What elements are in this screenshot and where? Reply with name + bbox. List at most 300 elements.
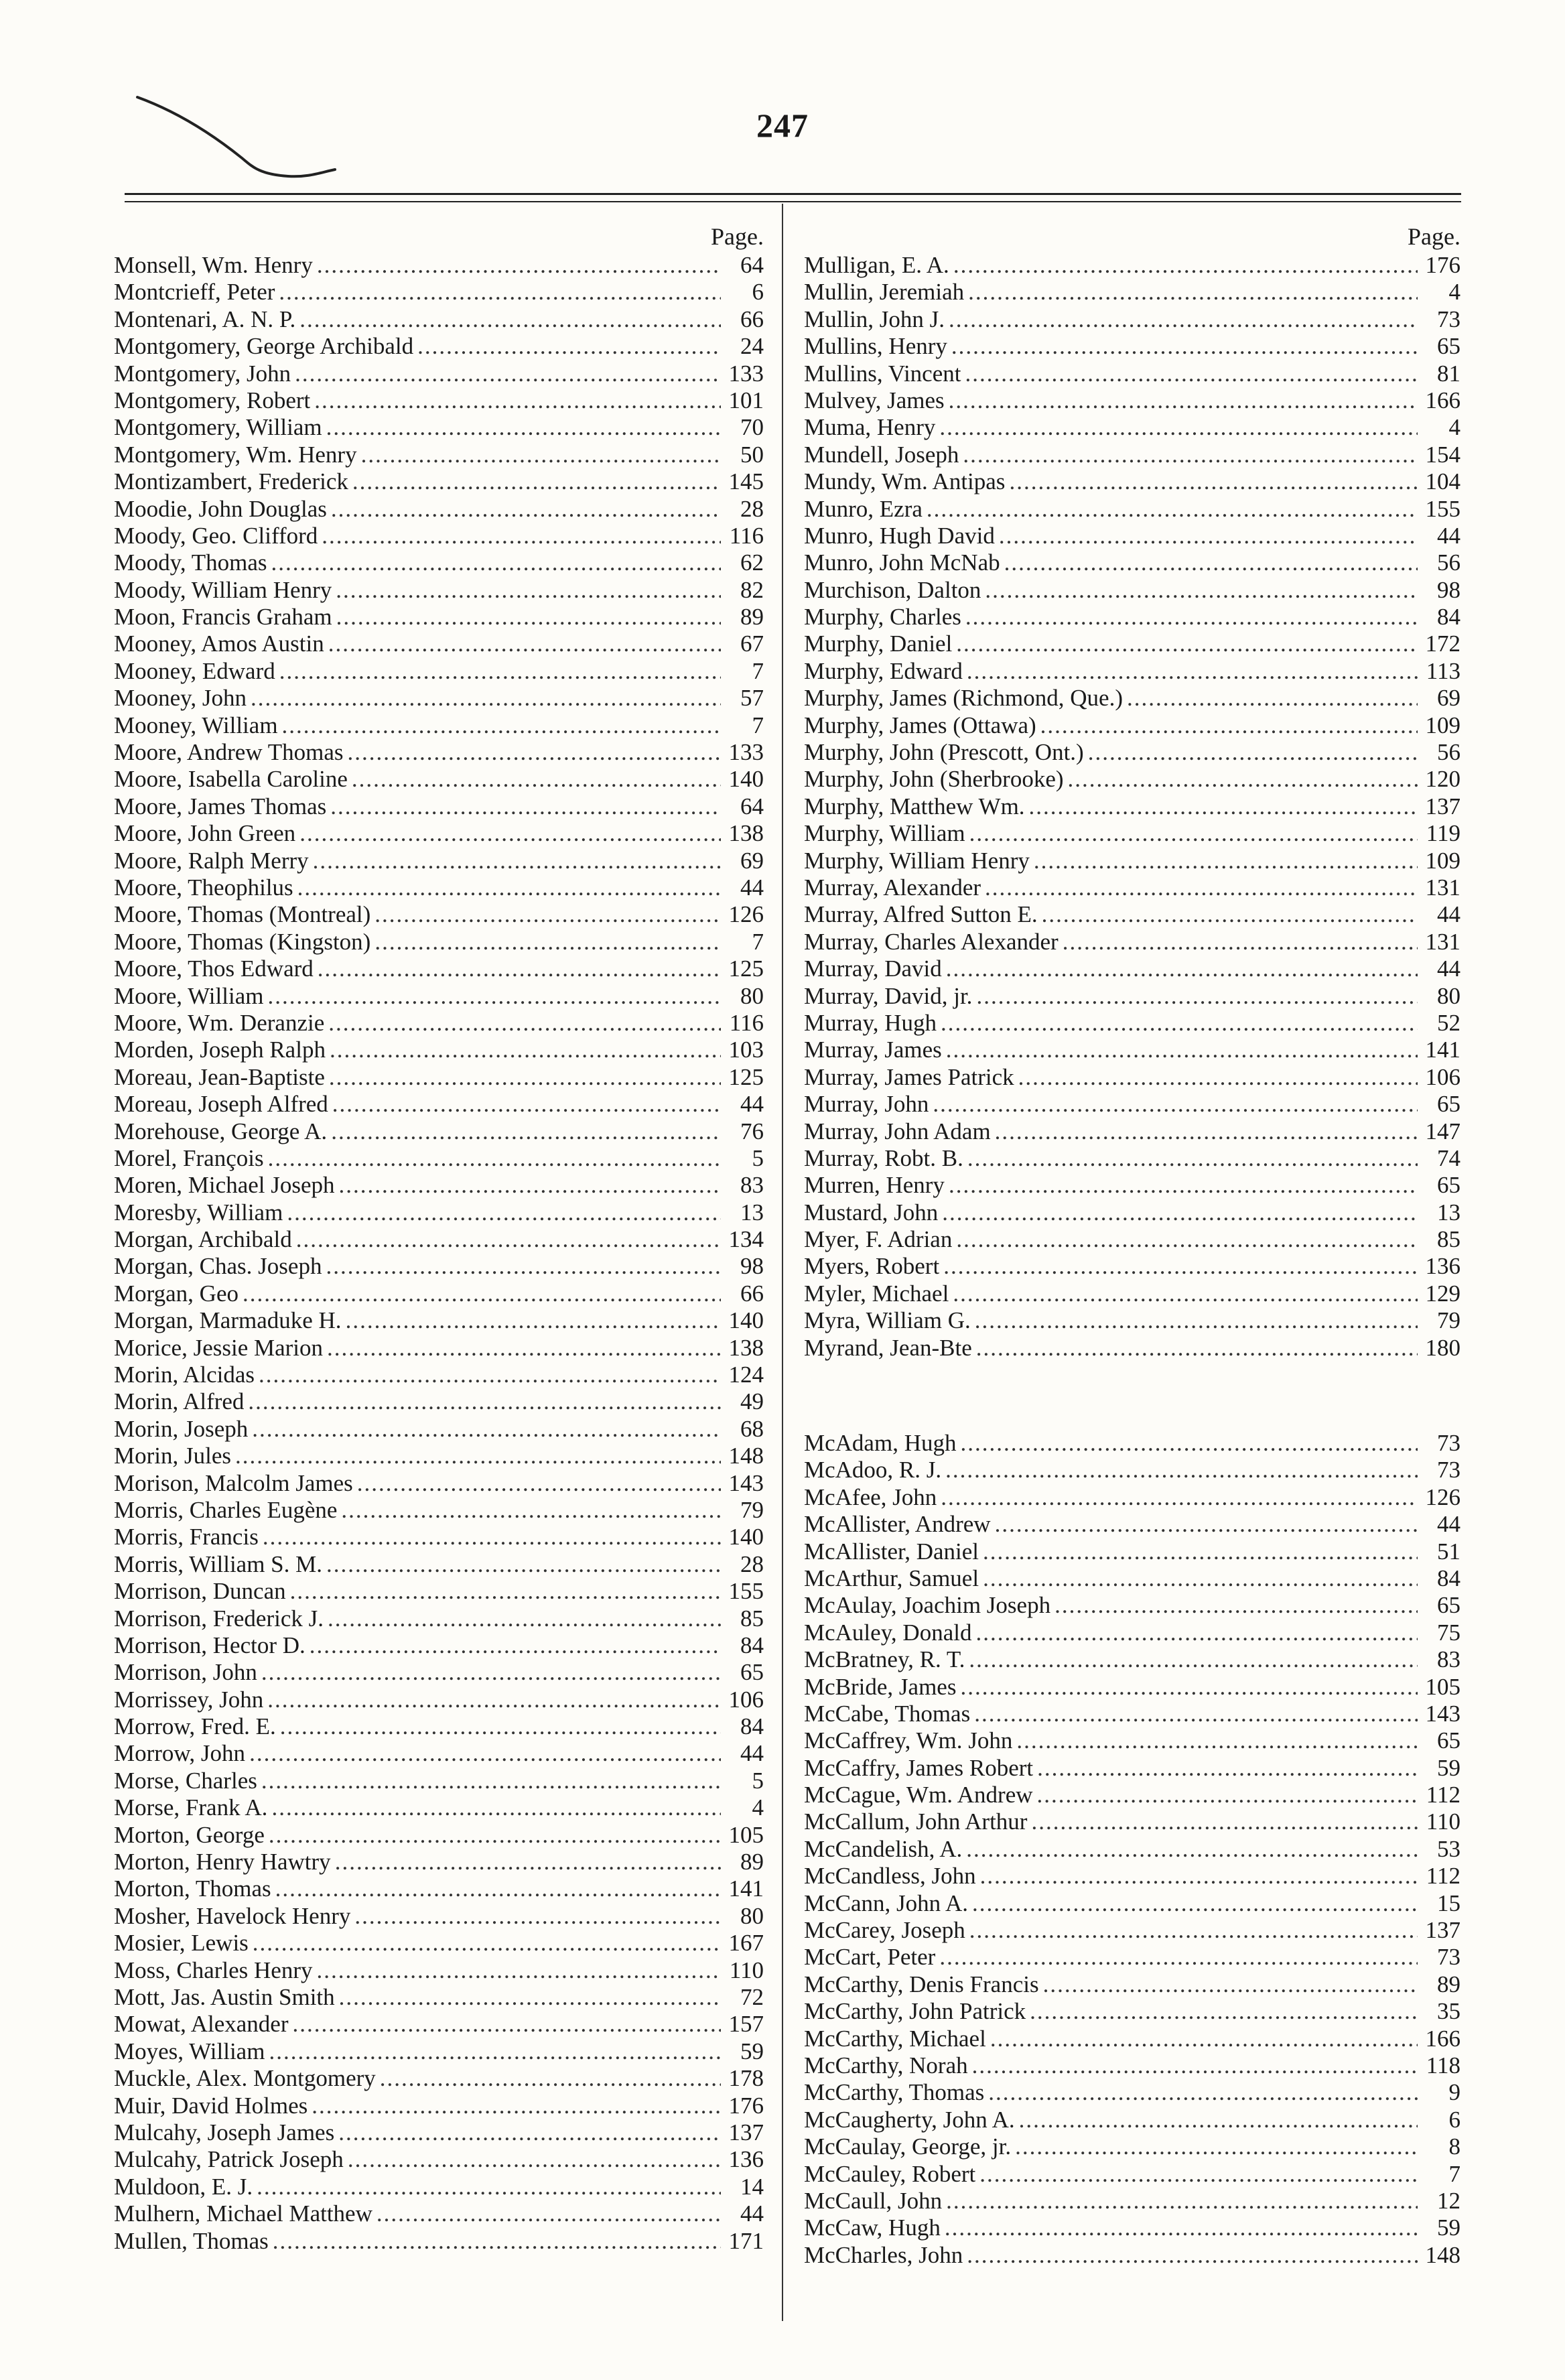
dot-leader (1016, 1727, 1418, 1754)
index-entry (804, 1701, 1460, 1727)
entry-page: 65 (1437, 1727, 1460, 1754)
entry-page: 154 (1425, 441, 1460, 468)
entry-page: 75 (1437, 1619, 1460, 1646)
dot-leader (995, 1118, 1418, 1145)
index-entry (114, 2174, 764, 2200)
dot-leader (267, 1687, 721, 1713)
index-entry (804, 604, 1460, 631)
entry-name: Mowat, Alexander (114, 2011, 289, 2038)
entry-name: Mullen, Thomas (114, 2227, 269, 2254)
entry-page: 148 (728, 1443, 764, 1469)
entry-name: Murphy, James (Ottawa) (804, 712, 1036, 738)
index-entry (804, 1565, 1460, 1592)
dot-leader (417, 333, 721, 360)
entry-name: Mott, Jas. Austin Smith (114, 1984, 335, 2010)
entry-page: 155 (1425, 495, 1460, 522)
index-entry (804, 1199, 1460, 1226)
index-entry (114, 1172, 764, 1199)
dot-leader (252, 1416, 721, 1443)
entry-name: Mooney, Amos Austin (114, 631, 324, 657)
entry-name: Moreau, Jean-Baptiste (114, 1063, 325, 1090)
entry-name: Murphy, Edward (804, 657, 963, 684)
entry-name: Moore, Thos Edward (114, 955, 314, 982)
dot-leader (1042, 901, 1418, 928)
entry-page: 104 (1425, 468, 1460, 495)
entry-name: Moon, Francis Graham (114, 604, 332, 631)
entry-name: Murray, John Adam (804, 1118, 991, 1144)
dot-leader (1063, 929, 1418, 955)
entry-page: 166 (1425, 2025, 1460, 2052)
entry-page: 138 (728, 1334, 764, 1361)
index-entry (804, 1091, 1460, 1118)
entry-page: 131 (1425, 874, 1460, 901)
entry-name: Moore, John Green (114, 820, 296, 847)
dot-leader (1031, 1808, 1418, 1835)
dot-leader (983, 1565, 1418, 1592)
dot-leader (975, 1619, 1418, 1646)
entry-name: Morris, William S. M. (114, 1550, 323, 1577)
entry-name: Murchison, Dalton (804, 576, 981, 603)
index-entry (114, 631, 764, 657)
dot-leader (335, 1849, 721, 1875)
dot-leader (279, 658, 721, 685)
dot-leader (967, 1145, 1418, 1172)
dot-leader (1034, 848, 1418, 874)
entry-page: 109 (1425, 847, 1460, 874)
entry-name: McCallum, John Arthur (804, 1808, 1028, 1835)
dot-leader (317, 1957, 722, 1984)
entry-page: 81 (1437, 360, 1460, 387)
index-entry (804, 496, 1460, 523)
index-entry (114, 2065, 764, 2092)
entry-page: 157 (728, 2011, 764, 2038)
index-entry (804, 442, 1460, 468)
dot-leader (297, 874, 721, 901)
entry-page: 124 (728, 1362, 764, 1388)
entry-name: Mulhern, Michael Matthew (114, 2200, 372, 2227)
dot-leader (299, 306, 721, 333)
entry-page: 82 (740, 576, 764, 603)
left-column (114, 221, 764, 2255)
entry-page: 85 (740, 1605, 764, 1632)
entry-name: Mullins, Vincent (804, 360, 961, 387)
index-entry (804, 1917, 1460, 1944)
entry-name: Murray, John (804, 1091, 929, 1118)
entry-page: 118 (1426, 2052, 1460, 2078)
entry-name: Moore, Thomas (Kingston) (114, 928, 371, 955)
entry-name: Morrow, Fred. E. (114, 1713, 276, 1740)
dot-leader (949, 306, 1418, 333)
entry-page: 167 (728, 1930, 764, 1957)
index-entry (114, 333, 764, 360)
entry-name: Myrand, Jean-Bte (804, 1334, 972, 1361)
entry-page: 140 (728, 1307, 764, 1334)
entry-name: Morin, Alfred (114, 1388, 245, 1415)
entry-page: 112 (1426, 1782, 1460, 1808)
dot-leader (1029, 793, 1418, 820)
dot-leader (990, 2026, 1418, 2052)
left-column-header: Page. (711, 223, 764, 250)
dot-leader (999, 523, 1418, 549)
index-entry (114, 2011, 764, 2038)
entry-name: Moore, Ralph Merry (114, 847, 309, 874)
entry-name: McAllister, Daniel (804, 1538, 979, 1565)
entry-page: 116 (729, 1009, 764, 1036)
dot-leader (945, 2214, 1418, 2241)
entry-name: Munro, John McNab (804, 549, 1000, 576)
index-entry (114, 360, 764, 387)
entry-page: 172 (1425, 631, 1460, 657)
index-entry (804, 1998, 1460, 2025)
entry-name: Mulvey, James (804, 387, 945, 413)
dot-leader (348, 2146, 721, 2173)
entry-name: Montgomery, George Archibald (114, 333, 414, 360)
index-entry (114, 252, 764, 279)
dot-leader (313, 848, 721, 874)
dot-leader (290, 1578, 721, 1605)
index-entry (114, 1605, 764, 1632)
entry-name: Moody, Thomas (114, 549, 267, 576)
right-column-header: Page. (1408, 223, 1460, 250)
header-rule-top (125, 193, 1461, 195)
entry-page: 171 (728, 2227, 764, 2254)
index-entry (114, 1822, 764, 1849)
index-entry (114, 1957, 764, 1984)
dot-leader (253, 1930, 721, 1957)
dot-leader (972, 1890, 1418, 1917)
index-entry (114, 1470, 764, 1497)
index-entry (114, 1199, 764, 1226)
entry-page: 140 (728, 1524, 764, 1550)
entry-name: Morin, Joseph (114, 1415, 249, 1442)
index-entry (114, 1984, 764, 2011)
dot-leader (1019, 2107, 1418, 2133)
entry-page: 89 (740, 604, 764, 631)
entry-name: Montgomery, John (114, 360, 291, 387)
entry-name: Muma, Henry (804, 414, 936, 441)
entry-name: Myer, F. Adrian (804, 1226, 953, 1253)
entry-page: 69 (740, 847, 764, 874)
index-entry (114, 1010, 764, 1037)
entry-page: 105 (1425, 1673, 1460, 1700)
entry-name: McAulay, Joachim Joseph (804, 1592, 1051, 1619)
index-entry (804, 1335, 1460, 1362)
entry-page: 65 (1437, 1091, 1460, 1118)
dot-leader (969, 1646, 1418, 1673)
index-entry (804, 2188, 1460, 2214)
index-entry (114, 523, 764, 549)
entry-page: 137 (1425, 793, 1460, 819)
entry-page: 143 (728, 1469, 764, 1496)
index-entry (804, 1674, 1460, 1701)
index-entry (114, 766, 764, 793)
index-entry (804, 955, 1460, 982)
entry-page: 103 (728, 1037, 764, 1063)
index-entry (804, 2079, 1460, 2106)
entry-page: 28 (740, 495, 764, 522)
entry-name: Montenari, A. N. P. (114, 306, 296, 332)
dot-leader (328, 1605, 721, 1632)
entry-page: 73 (1437, 1457, 1460, 1483)
index-entry (804, 1253, 1460, 1280)
dot-leader (249, 1740, 721, 1767)
dot-leader (988, 2079, 1418, 2106)
entry-name: Morehouse, George A. (114, 1118, 328, 1144)
index-entry (114, 577, 764, 604)
index-entry (114, 387, 764, 414)
entry-page: 4 (752, 1794, 764, 1821)
entry-name: Murphy, Charles (804, 604, 961, 631)
index-entry (804, 1457, 1460, 1483)
index-entry (114, 414, 764, 441)
dot-leader (354, 1903, 721, 1930)
dot-leader (331, 1118, 721, 1145)
entry-page: 83 (740, 1172, 764, 1199)
entry-name: Mullin, John J. (804, 306, 945, 332)
dot-leader (243, 1280, 721, 1307)
dot-leader (339, 1172, 721, 1199)
index-entry (114, 1794, 764, 1821)
index-entry (114, 1713, 764, 1740)
entry-name: Mullin, Jeremiah (804, 279, 965, 306)
entry-page: 13 (740, 1199, 764, 1226)
entry-name: Mundell, Joseph (804, 441, 959, 468)
entry-name: McAdam, Hugh (804, 1430, 957, 1457)
dot-leader (322, 523, 721, 549)
entry-page: 129 (1425, 1280, 1460, 1307)
entry-name: Mosier, Lewis (114, 1930, 249, 1957)
dot-leader (326, 1253, 721, 1280)
dot-leader (1127, 685, 1418, 712)
entry-page: 106 (1425, 1063, 1460, 1090)
entry-page: 44 (1437, 955, 1460, 982)
index-entry (804, 1430, 1460, 1457)
dot-leader (969, 1917, 1418, 1944)
dot-leader (317, 252, 721, 279)
entry-page: 57 (740, 685, 764, 712)
entry-name: McCandelish, A. (804, 1835, 963, 1862)
dot-leader (1037, 1755, 1418, 1782)
dot-leader (377, 2200, 721, 2227)
entry-name: Morse, Frank A. (114, 1794, 268, 1821)
entry-page: 110 (729, 1957, 764, 1983)
entry-page: 116 (729, 522, 764, 549)
index-entry (804, 929, 1460, 955)
dot-leader (292, 2011, 721, 2038)
index-entry (114, 712, 764, 739)
dot-leader (330, 793, 721, 820)
index-entry (804, 658, 1460, 685)
entry-name: Munro, Ezra (804, 495, 923, 522)
entry-name: McCaulay, George, jr. (804, 2133, 1012, 2160)
dot-leader (251, 685, 721, 712)
entry-name: Mundy, Wm. Antipas (804, 468, 1006, 495)
entry-name: Montizambert, Frederick (114, 468, 348, 495)
entry-page: 7 (752, 712, 764, 738)
index-entry (114, 2200, 764, 2227)
entry-name: Montgomery, Wm. Henry (114, 441, 357, 468)
dot-leader (1088, 739, 1418, 766)
entry-name: Mooney, William (114, 712, 278, 738)
entry-page: 134 (728, 1226, 764, 1253)
entry-page: 24 (740, 333, 764, 360)
entry-name: Montgomery, William (114, 414, 322, 441)
dot-leader (328, 1010, 721, 1037)
entry-page: 125 (728, 955, 764, 982)
dot-leader (338, 2119, 721, 2146)
dot-leader (267, 983, 721, 1010)
entry-page: 98 (1437, 576, 1460, 603)
dot-leader (946, 1037, 1418, 1063)
index-entry (114, 1416, 764, 1443)
index-entry (114, 2038, 764, 2065)
entry-page: 83 (1437, 1646, 1460, 1673)
entry-page: 84 (1437, 604, 1460, 631)
entry-name: Murphy, John (Prescott, Ont.) (804, 739, 1084, 766)
entry-page: 35 (1437, 1998, 1460, 2025)
index-entry (114, 1145, 764, 1172)
entry-page: 65 (1437, 1592, 1460, 1619)
entry-name: Murphy, William (804, 820, 965, 847)
entry-name: Morrow, John (114, 1740, 246, 1767)
index-entry (114, 442, 764, 468)
entry-page: 101 (728, 387, 764, 413)
index-entry (804, 1890, 1460, 1917)
entry-page: 5 (752, 1767, 764, 1794)
entry-name: Morrissey, John (114, 1686, 264, 1713)
dot-leader (341, 1497, 721, 1524)
dot-leader (269, 1822, 721, 1849)
entry-name: McCauley, Robert (804, 2160, 976, 2187)
index-entry (114, 1443, 764, 1469)
dot-leader (269, 2038, 721, 2065)
dot-leader (941, 1484, 1418, 1511)
entry-name: Morrison, John (114, 1659, 257, 1686)
dot-leader (261, 1768, 721, 1794)
dot-leader (972, 2052, 1418, 2079)
index-entry (804, 1064, 1460, 1091)
index-entry (114, 549, 764, 576)
entry-page: 131 (1425, 928, 1460, 955)
entry-page: 73 (1437, 306, 1460, 332)
entry-page: 80 (1437, 982, 1460, 1009)
entry-page: 66 (740, 1280, 764, 1307)
entry-page: 64 (740, 252, 764, 278)
entry-name: Morgan, Geo (114, 1280, 239, 1307)
entry-name: McCarthy, Denis Francis (804, 1971, 1039, 1997)
dot-leader (361, 442, 721, 468)
index-entry (804, 901, 1460, 928)
dot-leader (352, 766, 721, 793)
entry-page: 50 (740, 441, 764, 468)
dot-leader (939, 414, 1418, 441)
entry-name: Moren, Michael Joseph (114, 1172, 335, 1199)
entry-page: 7 (1448, 2160, 1460, 2187)
entry-page: 65 (740, 1659, 764, 1686)
dot-leader (1004, 549, 1418, 576)
entry-page: 56 (1437, 549, 1460, 576)
index-entry (804, 252, 1460, 279)
index-entry (114, 820, 764, 847)
right-column (804, 221, 1460, 2269)
page-number: 247 (756, 107, 809, 144)
dot-leader (268, 1145, 721, 1172)
entry-name: Morison, Malcolm James (114, 1469, 353, 1496)
entry-page: 138 (728, 820, 764, 847)
entry-name: Moore, Thomas (Montreal) (114, 901, 371, 928)
index-entry (114, 1037, 764, 1063)
dot-leader (318, 955, 721, 982)
entry-page: 52 (1437, 1009, 1460, 1036)
entry-name: Munro, Hugh David (804, 522, 995, 549)
index-entry (804, 1511, 1460, 1538)
index-entry (804, 1010, 1460, 1037)
entry-page: 44 (740, 2200, 764, 2227)
index-entry (804, 739, 1460, 766)
entry-page: 66 (740, 306, 764, 332)
dot-leader (326, 1551, 721, 1578)
entry-page: 140 (728, 766, 764, 793)
dot-leader (339, 1984, 721, 2011)
index-entry (114, 1903, 764, 1930)
entry-page: 106 (728, 1686, 764, 1713)
entry-page: 120 (1425, 766, 1460, 793)
index-entry (804, 1538, 1460, 1565)
entry-page: 73 (1437, 1944, 1460, 1971)
entry-name: McCaffrey, Wm. John (804, 1727, 1013, 1754)
index-entry (114, 658, 764, 685)
dot-leader (976, 983, 1418, 1010)
entry-page: 44 (1437, 522, 1460, 549)
index-entry (114, 1335, 764, 1362)
entry-name: Murray, James (804, 1037, 942, 1063)
entry-page: 56 (1437, 739, 1460, 766)
entry-name: Morden, Joseph Ralph (114, 1037, 326, 1063)
dot-leader (960, 1674, 1418, 1701)
entry-name: Morin, Jules (114, 1443, 231, 1469)
dot-leader (985, 874, 1418, 901)
entry-page: 143 (1425, 1700, 1460, 1727)
entry-name: Myers, Robert (804, 1253, 940, 1280)
entry-page: 126 (728, 901, 764, 928)
entry-name: McAdoo, R. J. (804, 1457, 942, 1483)
dot-leader (271, 549, 721, 576)
entry-page: 141 (1425, 1037, 1460, 1063)
dot-leader (949, 1172, 1418, 1199)
index-entry (114, 279, 764, 306)
entry-name: Muir, David Holmes (114, 2092, 308, 2119)
entry-name: Murphy, James (Richmond, Que.) (804, 685, 1123, 712)
index-entry (804, 279, 1460, 306)
entry-name: Moody, Geo. Clifford (114, 522, 318, 549)
entry-name: McCaw, Hugh (804, 2214, 941, 2241)
entry-page: 44 (1437, 1511, 1460, 1538)
entry-name: Moore, Isabella Caroline (114, 766, 348, 793)
entry-name: McCart, Peter (804, 1944, 936, 1971)
entry-page: 62 (740, 549, 764, 576)
index-entry (114, 468, 764, 495)
entry-name: Moss, Charles Henry (114, 1957, 313, 1983)
entry-page: 70 (740, 414, 764, 441)
entry-name: Mulligan, E. A. (804, 252, 949, 278)
entry-name: Monsell, Wm. Henry (114, 252, 313, 278)
index-entry (804, 1727, 1460, 1754)
entry-page: 79 (740, 1496, 764, 1523)
index-entry (804, 1118, 1460, 1145)
dot-leader (380, 2065, 721, 2092)
dot-leader (953, 1280, 1418, 1307)
entry-page: 64 (740, 793, 764, 819)
